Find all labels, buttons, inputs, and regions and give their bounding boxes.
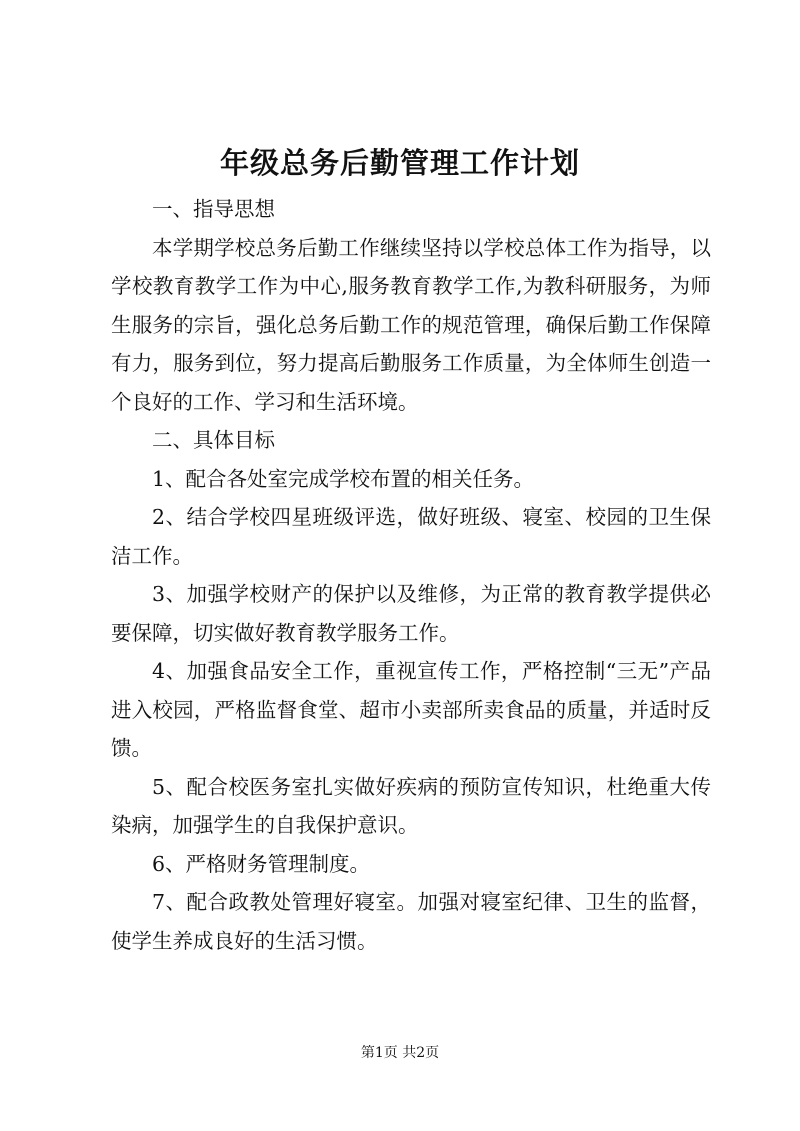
goal-item-6: 6、严格财务管理制度。 <box>152 851 371 876</box>
goal-item-5: 5、配合校医务室扎实做好疾病的预防宣传知识，杜绝重大传染病，加强学生的自我保护意识。 <box>111 774 711 837</box>
page-number-footer: 第1页 共2页 <box>360 1045 440 1061</box>
goal-item-2: 2、结合学校四星班级评选，做好班级、寝室、校园的卫生保洁工作。 <box>111 505 711 568</box>
goal-item-1: 1、配合各处室完成学校布置的相关任务。 <box>152 466 535 491</box>
section-heading-specific-goals: 二、具体目标 <box>152 428 275 452</box>
document-title: 年级总务后勤管理工作计划 <box>219 146 580 180</box>
goal-item-3: 3、加强学校财产的保护以及维修，为正常的教育教学提供必要保障，切实做好教育教学服务工作。 <box>111 582 711 645</box>
goal-item-7: 7、配合政教处管理好寝室。加强对寝室纪律、卫生的监督，使学生养成良好的生活习惯。 <box>111 890 711 953</box>
document-body <box>111 190 711 960</box>
section-heading-guiding-ideology: 一、指导思想 <box>152 197 275 221</box>
paragraph-guiding-ideology: 本学期学校总务后勤工作继续坚持以学校总体工作为指导，以学校教育教学工作为中心,服务教育教学工作,为教科研服务，为师生服务的宗旨，强化总务后勤工作的规范管理，确保后勤工作保障有力，服务到位，努力提高后勤服务工作质量，为全体师生创造一个良好的工作、学习和生活环境。 <box>111 235 711 414</box>
goal-item-4: 4、加强食品安全工作，重视宣传工作，严格控制“三无”产品进入校园，严格监督食堂、超市小卖部所卖食品的质量，并适时反馈。 <box>111 659 711 760</box>
